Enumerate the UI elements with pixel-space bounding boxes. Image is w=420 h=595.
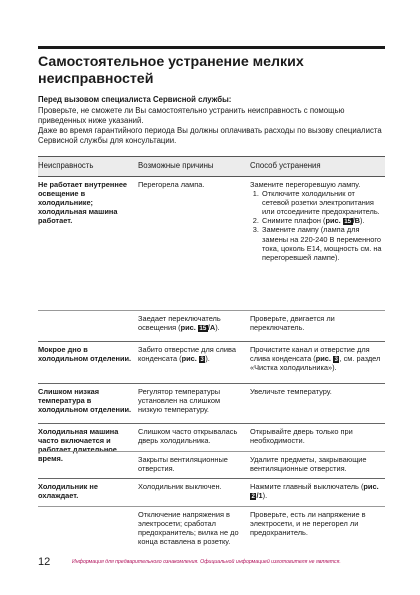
cause-subrow (38, 451, 385, 479)
top-rule (38, 46, 385, 49)
problem-cell: Холодильная машина часто включается и работает длительное время. (38, 427, 119, 464)
solution-cell: Открывайте дверь только при необходимости. (250, 427, 353, 446)
solution-cell: Нажмите главный выключатель (рис. 2 /1). (250, 482, 379, 501)
problem-cell: Холодильник не охлаждает. (38, 482, 98, 501)
solution-intro: Замените перегоревшую лампу. (250, 180, 361, 189)
column-header-solution: Способ устранения (250, 161, 321, 170)
cause-subrow (38, 424, 385, 451)
solution-step: 1. Отключите холодильник от сетевой розетки электропитания или отсоедините предохранитель. (261, 189, 384, 216)
table-row (38, 479, 385, 558)
solution-cell: Проверьте, есть ли напряжение в электросети, и не перегорел ли предохранитель. (250, 510, 366, 538)
solution-cell: Увеличьте температуру. (250, 387, 332, 396)
troubleshooting-table (38, 156, 385, 558)
table-row (38, 424, 385, 479)
column-header-causes: Возможные причины (138, 161, 214, 170)
cause-cell: Закрыты вентиляционные отверстия. (138, 455, 228, 474)
footer-disclaimer: Информация для предварительного ознакомления. Официальной информацией изготовителя не является. (72, 559, 341, 565)
page-number: 12 (38, 556, 51, 568)
solution-cell: Удалите предметы, закрывающие вентиляционные отверстия. (250, 455, 367, 474)
figure-badge: 15 (344, 218, 352, 226)
table-row (38, 384, 385, 424)
figure-badge: 3 (200, 356, 204, 364)
cause-subrow (38, 506, 385, 559)
intro-section (38, 95, 385, 146)
cause-cell: Слишком часто открывалась дверь холодильника. (138, 427, 238, 446)
cause-subrow (38, 479, 385, 506)
cause-subrow (38, 177, 385, 310)
solution-cell: Прочистите канал и отверстие для слива конденсата (рис. 3 , см. раздел «Чистка холодильника»). (250, 345, 381, 373)
solution-steps (250, 189, 384, 262)
problem-cell: Мокрое дно в холодильном отделении. (38, 345, 132, 364)
column-header-problem: Неисправность (38, 161, 94, 170)
cause-cell: Заедает переключатель освещения (рис. 15 /A). (138, 314, 221, 333)
cause-cell: Забито отверстие для слива конденсата (рис. 3 ). (138, 345, 236, 364)
problem-cell: Не работает внутреннее освещение в холодильнике; холодильная машина работает. (38, 180, 128, 226)
table-header-row (38, 156, 385, 177)
solution-cell: Проверьте, двигается ли переключатель. (250, 314, 335, 333)
intro-text-1: Проверьте, не сможете ли Вы самостоятельно устранить неисправность с помощью приведенных ниже указаний. (38, 106, 345, 125)
problem-cell: Слишком низкая температура в холодильном отделении. (38, 387, 132, 415)
page-title: Самостоятельное устранение мелких неисправностей (38, 54, 304, 87)
figure-badge: 15 (199, 325, 207, 333)
intro-text-2: Даже во время гарантийного периода Вы должны оплачивать расходы по вызову специалиста Сервисной службы для консультации. (38, 126, 382, 145)
cause-cell: Регулятор температуры установлен на слишком низкую температуру. (138, 387, 221, 415)
solution-step: 2. Снимите плафон (рис. 15 /B). (261, 216, 384, 225)
table-row (38, 342, 385, 384)
cause-cell: Перегорела лампа. (138, 180, 205, 189)
solution-cell (250, 180, 384, 262)
intro-heading: Перед вызовом специалиста Сервисной службы: (38, 95, 232, 104)
cause-subrow (38, 310, 385, 342)
cause-cell: Отключение напряжения в электросети; сработал предохранитель; вилка не до конца вставлена в розетку. (138, 510, 239, 547)
table-row (38, 177, 385, 342)
figure-badge: 3 (334, 356, 338, 364)
cause-cell: Холодильник выключен. (138, 482, 222, 491)
solution-step: 3. Замените лампу (лампа для замены на 220-240 В переменного тока, цоколь E14, мощность см. на перегоревшей лампе). (261, 225, 384, 261)
figure-badge: 2 (251, 493, 255, 501)
